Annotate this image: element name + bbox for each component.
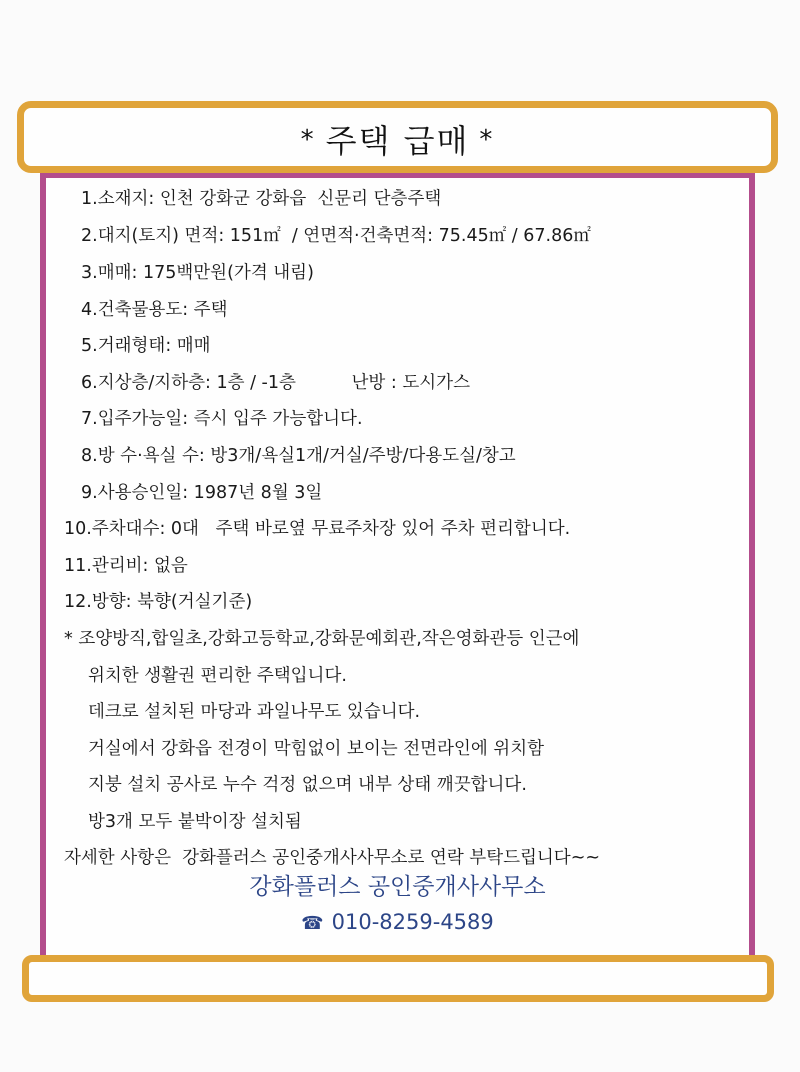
info-line: 7.입주가능일: 즉시 입주 가능합니다.	[81, 409, 363, 429]
info-line: 9.사용승인일: 1987년 8월 3일	[81, 483, 323, 503]
info-line: 3.매매: 175백만원(가격 내림)	[81, 263, 314, 283]
info-line: 5.거래형태: 매매	[81, 336, 211, 356]
info-line: 4.건축물용도: 주택	[81, 300, 228, 320]
office-name: 강화플러스 공인중개사사무소	[249, 874, 546, 900]
info-line: 6.지상층/지하층: 1층 / -1층 난방 : 도시가스	[81, 373, 470, 393]
title-banner	[17, 101, 778, 173]
info-line: 2.대지(토지) 면적: 151㎡ / 연면적·건축면적: 75.45㎡ / 67.86㎡	[81, 226, 591, 246]
info-line: 8.방 수·욕실 수: 방3개/욕실1개/거실/주방/다용도실/창고	[81, 446, 516, 466]
note-line: 지붕 설치 공사로 누수 걱정 없으며 내부 상태 깨끗합니다.	[88, 775, 527, 795]
listing-details-box	[40, 172, 755, 961]
bottom-banner	[22, 955, 774, 1002]
phone-contact[interactable]	[46, 910, 749, 934]
note-line: 거실에서 강화읍 전경이 막힘없이 보이는 전면라인에 위치함	[88, 739, 544, 759]
telephone-icon: ☎	[301, 913, 324, 934]
page-title	[24, 116, 771, 162]
title-text: 주택 급매	[325, 122, 470, 160]
asterisk-icon: *	[479, 125, 495, 155]
phone-number[interactable]: 010-8259-4589	[331, 910, 494, 934]
info-line: 12.방향: 북향(거실기준)	[64, 592, 253, 612]
info-line: 10.주차대수: 0대 주택 바로옆 무료주차장 있어 주차 편리합니다.	[64, 519, 571, 539]
info-line: 11.관리비: 없음	[64, 556, 188, 576]
note-line: 자세한 사항은 강화플러스 공인중개사사무소로 연락 부탁드립니다~~	[64, 848, 601, 868]
info-line: 1.소재지: 인천 강화군 강화읍 신문리 단층주택	[81, 189, 442, 209]
note-line: 방3개 모두 붙박이장 설치됨	[88, 812, 302, 832]
note-line: * 조양방직,합일초,강화고등학교,강화문예회관,작은영화관등 인근에	[64, 629, 580, 649]
note-line: 데크로 설치된 마당과 과일나무도 있습니다.	[88, 702, 421, 722]
note-line: 위치한 생활권 편리한 주택입니다.	[88, 666, 347, 686]
asterisk-icon: *	[300, 125, 316, 155]
